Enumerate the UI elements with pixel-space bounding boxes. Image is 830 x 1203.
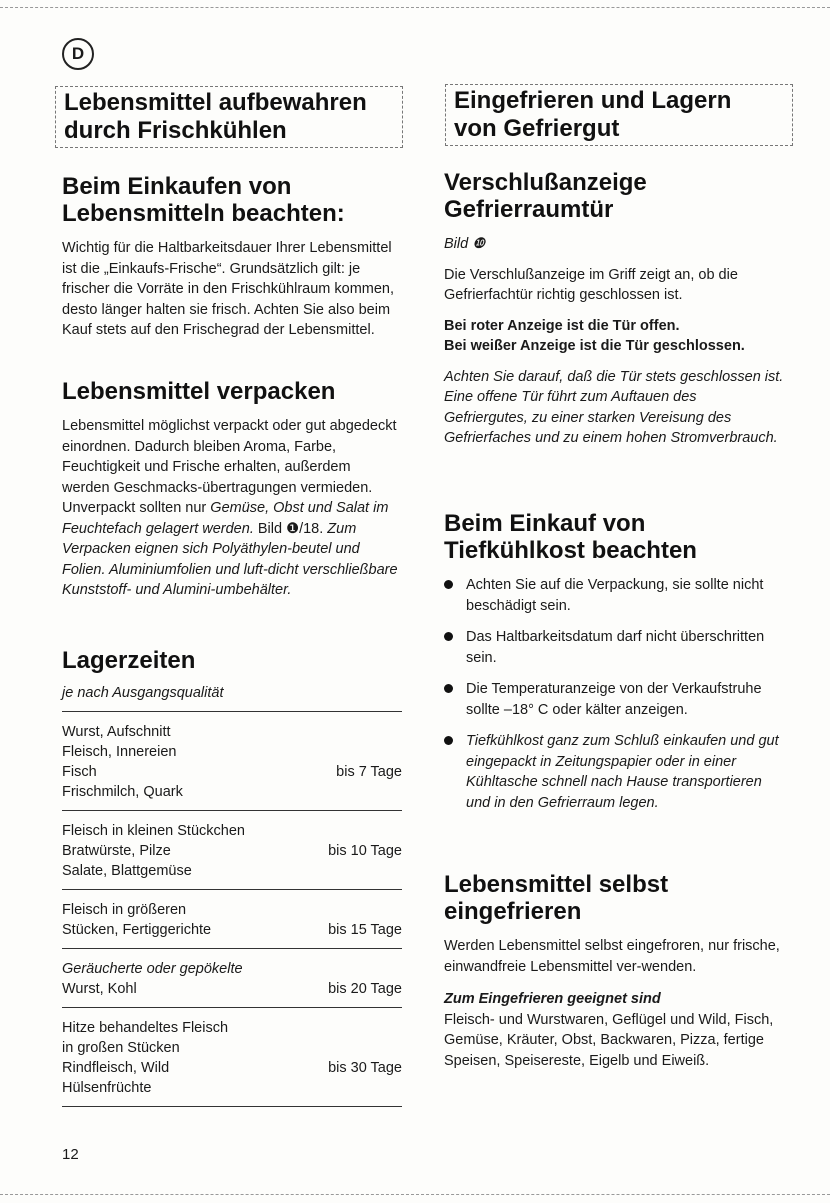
- frozen-bullet-list: [444, 575, 784, 813]
- storage-row: [62, 711, 402, 810]
- bullet-dot-icon: [444, 736, 453, 745]
- packing-figure-ref: ❶/18.: [286, 520, 324, 537]
- bullet-text: Tiefkühlkost ganz zum Schluß einkaufen und gut eingepackt in Zeitungspapier oder in einer Kühltasche schnell nach Hause transportieren und in den Gefrierraum legen.: [466, 733, 779, 811]
- bullet-text: Das Haltbarkeitsdatum darf nicht überschritten sein.: [466, 629, 765, 666]
- storage-item: Wurst, Aufschnitt: [62, 724, 171, 740]
- lock-figure-ref: Bild ❿: [444, 236, 486, 252]
- shopping-text: Wichtig für die Haltbarkeitsdauer Ihrer Lebensmittel ist die „Einkaufs-Frische“. Grundsätzlich gilt: je frischer die Vorräte in den Frischkühlraum kommen, desto länger halten sie frisch. Achten Sie also beim Kauf stets auf den Frischegrad der Lebensmittel.: [62, 240, 395, 338]
- packing-section: [62, 378, 402, 601]
- lock-heading-line-1: Verschlußanzeige: [444, 169, 647, 196]
- storage-item: Frischmilch, Quark: [62, 784, 183, 800]
- storage-duration: bis 7 Tage: [336, 764, 402, 780]
- storage-heading: Lagerzeiten: [62, 647, 196, 674]
- list-item: [444, 731, 784, 813]
- storage-item: Fleisch, Innereien: [62, 744, 177, 760]
- lock-white-note: Bei weißer Anzeige ist die Tür geschlossen.: [444, 338, 745, 354]
- country-badge: D: [62, 38, 94, 70]
- bottom-edge-line: [0, 1194, 830, 1195]
- right-section-banner: [445, 84, 793, 146]
- left-banner-line-1: Lebensmittel aufbewahren: [64, 89, 367, 116]
- self-freezing-text: Werden Lebensmittel selbst eingefroren, nur frische, einwandfreie Lebensmittel ver-wenden.: [444, 938, 780, 975]
- right-banner-line-1: Eingefrieren und Lagern: [454, 87, 732, 114]
- self-freezing-heading-line-2: eingefrieren: [444, 898, 582, 925]
- packing-text: [62, 416, 402, 601]
- bullet-dot-icon: [444, 684, 453, 693]
- shopping-heading-line-1: Beim Einkaufen von: [62, 173, 292, 200]
- storage-subheading: je nach Ausgangsqualität: [62, 685, 224, 701]
- right-banner-line-2: von Gefriergut: [454, 115, 620, 142]
- storage-duration: bis 15 Tage: [328, 922, 402, 938]
- storage-row: [62, 889, 402, 948]
- self-freezing-heading-line-1: Lebensmittel selbst: [444, 871, 669, 898]
- shopping-heading-line-2: Lebensmitteln beachten:: [62, 200, 345, 227]
- packing-text-a: Lebensmittel möglichst verpackt oder gut abgedeckt einordnen. Dadurch bleiben Aroma, Farbe, Feuchtigkeit und Frische erhalten, außerdem werden Geschmacks-übertragungen vermieden. Unverpackt sollten nur: [62, 418, 397, 516]
- list-item: [444, 627, 784, 668]
- bullet-dot-icon: [444, 580, 453, 589]
- bullet-text: Die Temperaturanzeige von der Verkaufstruhe sollte –18° C oder kälter anzeigen.: [466, 681, 762, 718]
- storage-item: Salate, Blattgemüse: [62, 863, 192, 879]
- storage-item: Wurst, Kohl: [62, 981, 137, 997]
- storage-duration: bis 10 Tage: [328, 843, 402, 859]
- list-item: [444, 575, 784, 616]
- page-number: 12: [62, 1146, 79, 1163]
- storage-table: [62, 711, 402, 1107]
- suitable-heading: Zum Eingefrieren geeignet sind: [444, 991, 661, 1007]
- storage-item: Fisch: [62, 764, 97, 780]
- storage-item: Hülsenfrüchte: [62, 1080, 152, 1096]
- storage-row: [62, 1007, 402, 1107]
- suitable-text: Fleisch- und Wurstwaren, Geflügel und Wild, Fisch, Gemüse, Kräuter, Obst, Backwaren, Pizza, fertige Speisen, Speisereste, Eigelb und Eiweiß.: [444, 1011, 774, 1069]
- self-freezing-section: [444, 871, 784, 1071]
- storage-item: Fleisch in kleinen Stückchen: [62, 823, 245, 839]
- storage-item: Fleisch in größeren: [62, 902, 187, 918]
- frozen-heading-line-2: Tiefkühlkost beachten: [444, 537, 697, 564]
- storage-item: Hitze behandeltes Fleisch: [62, 1020, 229, 1036]
- storage-section: [62, 647, 402, 704]
- lock-red-note: Bei roter Anzeige ist die Tür offen.: [444, 317, 680, 334]
- storage-row: [62, 810, 402, 889]
- lock-text: Die Verschlußanzeige im Griff zeigt an, ob die Gefrierfachtür richtig geschlossen ist.: [444, 266, 738, 303]
- frozen-heading-line-1: Beim Einkauf von: [444, 510, 646, 537]
- storage-item: Bratwürste, Pilze: [62, 843, 171, 859]
- list-item: [444, 679, 784, 720]
- lock-heading-line-2: Gefrierraumtür: [444, 196, 614, 223]
- shopping-section: [62, 173, 402, 341]
- storage-item: Stücken, Fertiggerichte: [62, 922, 212, 938]
- packing-heading: Lebensmittel verpacken: [62, 378, 336, 405]
- storage-duration: bis 20 Tage: [328, 981, 402, 997]
- packing-text-c: Bild: [253, 520, 287, 537]
- storage-item: Rindfleisch, Wild: [62, 1060, 170, 1076]
- lock-italic-note: Achten Sie darauf, daß die Tür stets geschlossen ist. Eine offene Tür führt zum Auftauen des Gefriergutes, zu einer starken Vereisung des Gefrierfaches und zu einem hohen Stromverbrauch.: [444, 368, 784, 446]
- lock-indicator-section: [444, 169, 784, 449]
- top-edge-line: [0, 7, 830, 8]
- storage-duration: bis 30 Tage: [328, 1060, 402, 1076]
- packing-text-b: Gemüse, Obst und Salat im Feuchtefach gelagert werden.: [62, 500, 389, 537]
- bullet-text: Achten Sie auf die Verpackung, sie sollte nicht beschädigt sein.: [466, 577, 764, 614]
- frozen-shopping-section: [444, 510, 784, 824]
- storage-item: in großen Stücken: [62, 1040, 180, 1056]
- left-section-banner: [55, 86, 403, 148]
- left-banner-line-2: durch Frischkühlen: [64, 117, 287, 144]
- bullet-dot-icon: [444, 632, 453, 641]
- packing-text-d: Zum Verpacken eignen sich Polyäthylen-beutel und Folien. Aluminiumfolien und luft-dicht verschließbare Kunststoff- und Alumini-umbehälter.: [62, 520, 398, 598]
- storage-item: Geräucherte oder gepökelte: [62, 961, 243, 977]
- storage-row: [62, 948, 402, 1007]
